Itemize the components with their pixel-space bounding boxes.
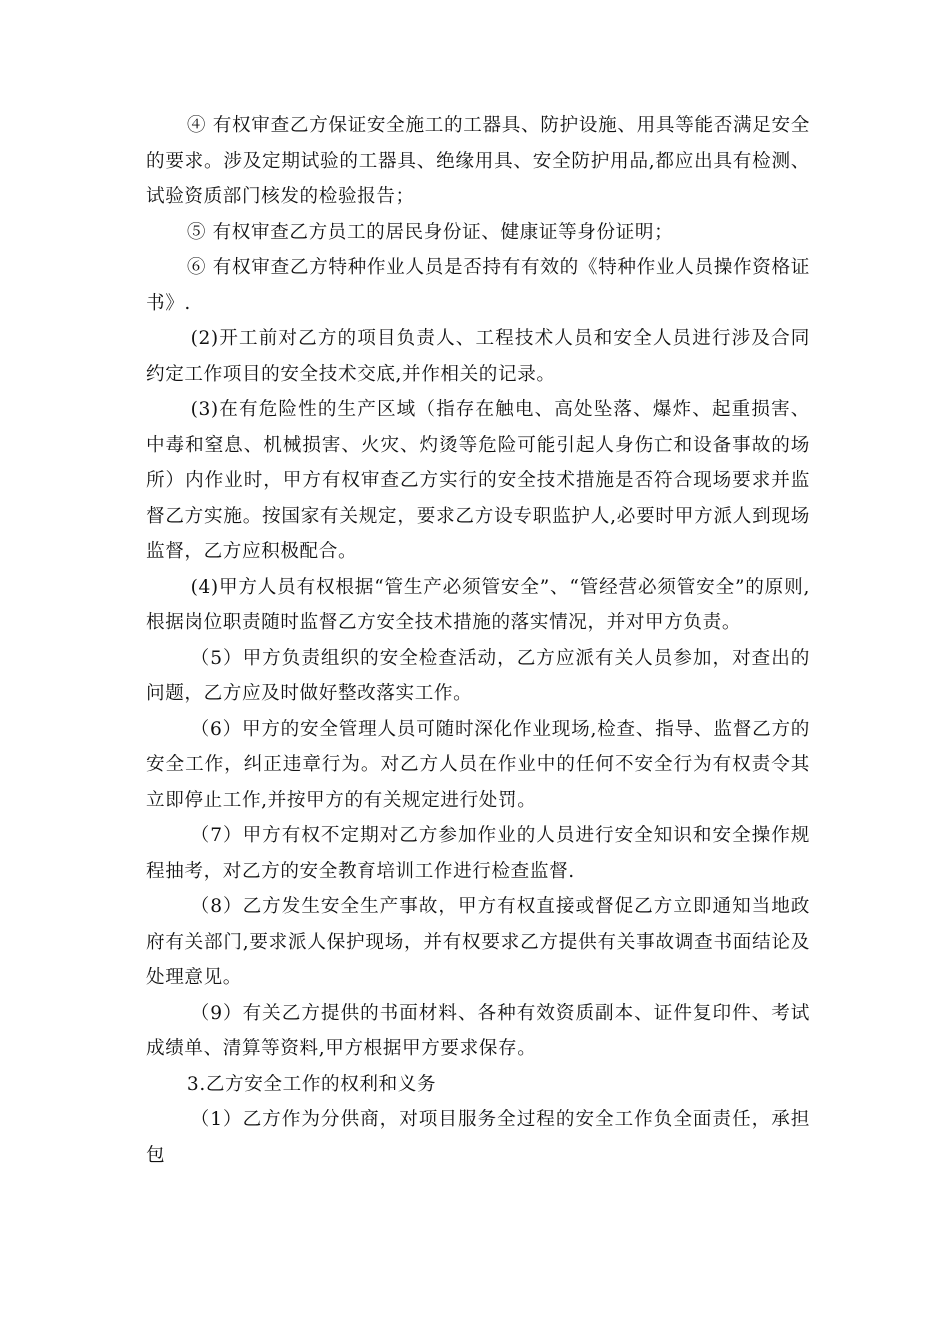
paragraph-item-8: （8）乙方发生安全生产事故，甲方有权直接或督促乙方立即通知当地政府有关部门,要求派人保护现场，并有权要求乙方提供有关事故调查书面结论及处理意见。 [146, 896, 810, 988]
section-heading-3: 3.乙方安全工作的权利和义务 [186, 1073, 437, 1095]
paragraph-item-9: （9）有关乙方提供的书面材料、各种有效资质副本、证件复印件、考试成绩单、清算等资料,甲方根据甲方要求保存。 [146, 1002, 810, 1059]
paragraph-item-6: （6）甲方的安全管理人员可随时深化作业现场,检查、指导、监督乙方的安全工作，纠正违章行为。对乙方人员在作业中的任何不安全行为有权责令其立即停止工作,并按甲方的有关规定进行处罚。 [146, 718, 810, 811]
paragraph-right-4: ④ 有权审查乙方保证安全施工的工器具、防护设施、用具等能否满足安全的要求。涉及定期试验的工器具、绝缘用具、安全防护用品,都应出具有检测、试验资质部门核发的检验报告； [146, 115, 810, 207]
paragraph-right-6: ⑥ 有权审查乙方特种作业人员是否持有有效的《特种作业人员操作资格证书》. [146, 257, 810, 314]
document-page [146, 108, 810, 1173]
paragraph-item-2: (2)开工前对乙方的项目负责人、工程技术人员和安全人员进行涉及合同约定工作项目的安全技术交底,并作相关的记录。 [146, 328, 810, 385]
paragraph-right-5: ⑤ 有权审查乙方员工的居民身份证、健康证等身份证明； [186, 221, 674, 243]
paragraph-item-3: (3)在有危险性的生产区域（指存在触电、高处坠落、爆炸、起重损害、中毒和窒息、机械损害、火灾、灼烫等危险可能引起人身伤亡和设备事故的场所）内作业时，甲方有权审查乙方实行的安全技术措施是否符合现场要求并监督乙方实施。按国家有关规定，要求乙方设专职监护人,必要时甲方派人到现场监督，乙方应积极配合。 [146, 399, 810, 562]
paragraph-item-5: （5）甲方负责组织的安全检查活动，乙方应派有关人员参加，对查出的问题，乙方应及时做好整改落实工作。 [146, 647, 810, 704]
paragraph-item-4: (4)甲方人员有权根据“管生产必须管安全”、“管经营必须管安全”的原则,根据岗位职责随时监督乙方安全技术措施的落实情况，并对甲方负责。 [146, 576, 810, 633]
paragraph-item-7: （7）甲方有权不定期对乙方参加作业的人员进行安全知识和安全操作规程抽考，对乙方的安全教育培训工作进行检查监督. [146, 825, 810, 882]
paragraph-section3-item-1: （1）乙方作为分供商，对项目服务全过程的安全工作负全面责任，承担包 [146, 1109, 810, 1166]
